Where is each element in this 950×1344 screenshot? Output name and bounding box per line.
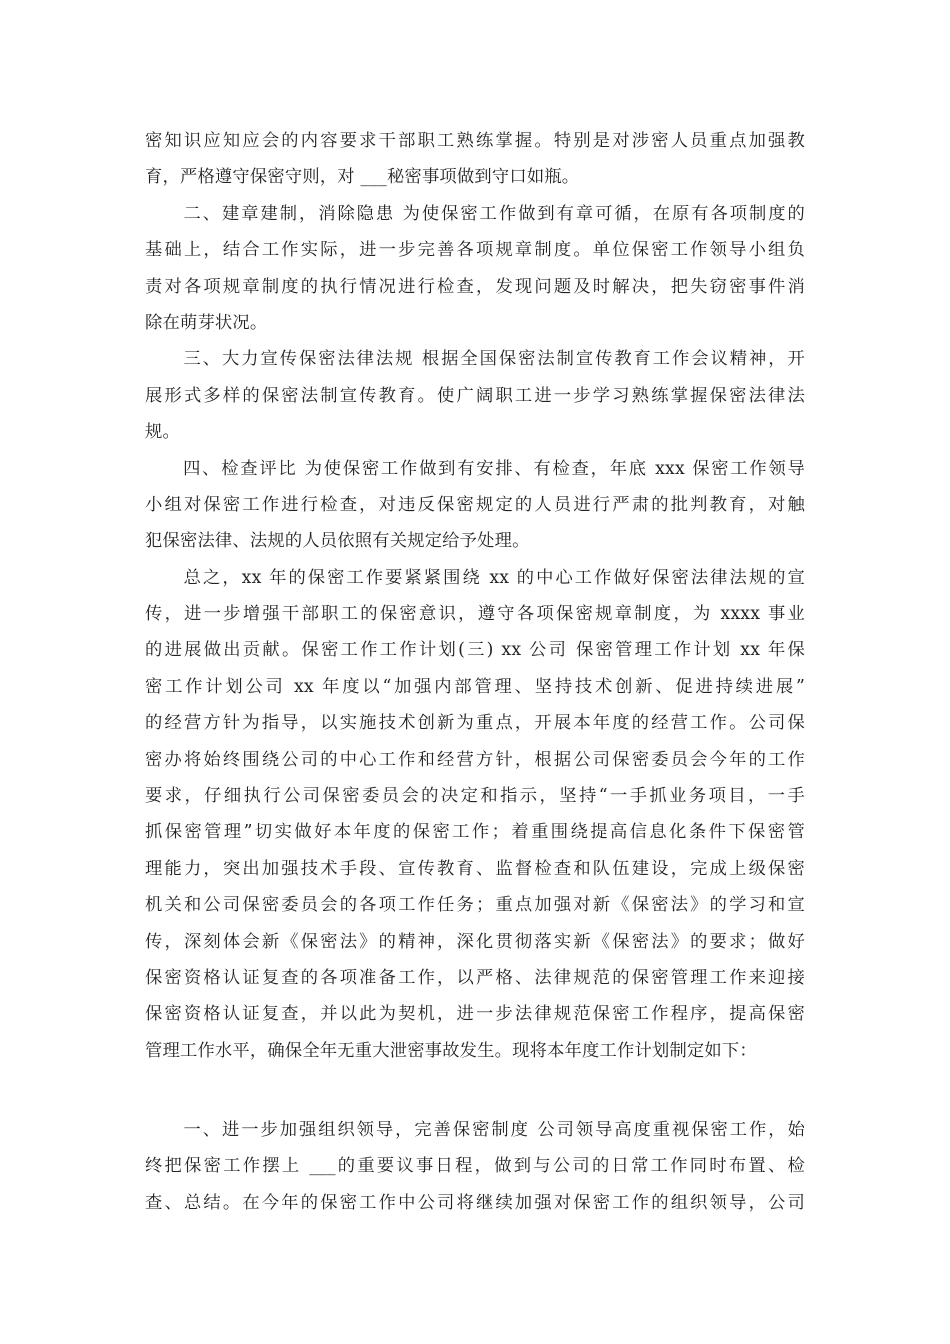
text-line: 一、进一步加强组织领导，完善保密制度 公司领导高度重视保密工作，始	[145, 1120, 805, 1140]
text-line: 小组对保密工作进行检查，对违反保密规定的人员进行严肃的批判教育，对触	[145, 494, 805, 515]
text-line: 密知识应知应会的内容要求干部职工熟练掌握。特别是对涉密人员重点加强教	[145, 131, 805, 151]
text-line: 总之，xx 年的保密工作要紧紧围绕 xx 的中心工作做好保密法律法规的宣	[145, 567, 805, 588]
text-line: 责对各项规章制度的执行情况进行检查，发现问题及时解决，把失窃密事件消	[145, 276, 805, 297]
text-line: 要求，仔细执行公司保密委员会的决定和指示，坚持“一手抓业务项目，一手	[145, 786, 805, 807]
text-line: 四、检查评比 为使保密工作做到有安排、有检查，年底 xxx 保密工作领导	[145, 458, 805, 479]
text-line: 抓保密管理”切实做好本年度的保密工作；着重围绕提高信息化条件下保密管	[145, 822, 805, 843]
text-line: 规。	[145, 422, 180, 443]
text-line: 终把保密工作摆上 ___的重要议事日程，做到与公司的日常工作同时布置、检	[145, 1156, 805, 1177]
text-line: 机关和公司保密委员会的各项工作任务；重点加强对新《保密法》的学习和宣	[145, 895, 805, 916]
text-line: 密办将始终围绕公司的中心工作和经营方针，根据公司保密委员会今年的工作	[145, 749, 805, 770]
text-line: 除在萌芽状况。	[145, 312, 268, 333]
text-line: 展形式多样的保密法制宣传教育。使广阔职工进一步学习熟练掌握保密法律法	[145, 385, 805, 406]
text-line: 保密资格认证复查的各项准备工作，以严格、法律规范的保密管理工作来迎接	[145, 967, 805, 988]
text-line: 传，深刻体会新《保密法》的精神，深化贯彻落实新《保密法》的要求；做好	[145, 931, 805, 952]
text-line: 三、大力宣传保密法律法规 根据全国保密法制宣传教育工作会议精神，开	[145, 349, 805, 370]
text-line: 理能力，突出加强技术手段、宣传教育、监督检查和队伍建设，完成上级保密	[145, 858, 805, 879]
text-line: 二、建章建制，消除隐患 为使保密工作做到有章可循，在原有各项制度的	[145, 203, 805, 224]
text-line: 犯保密法律、法规的人员依照有关规定给予处理。	[145, 531, 530, 552]
text-line: 密工作计划公司 xx 年度以“加强内部管理、坚持技术创新、促进持续进展”	[145, 676, 805, 697]
text-line: 的进展做出贡献。保密工作工作计划(三) xx 公司 保密管理工作计划 xx 年保	[145, 640, 805, 661]
text-line: 基础上，结合工作实际，进一步完善各项规章制度。单位保密工作领导小组负	[145, 240, 805, 261]
body-text-section-1	[145, 123, 805, 1069]
text-line: 保密资格认证复查，并以此为契机，进一步法律规范保密工作程序，提高保密	[145, 1004, 805, 1025]
text-line: 管理工作水平，确保全年无重大泄密事故发生。现将本年度工作计划制定如下：	[145, 1040, 757, 1061]
text-line: 的经营方针为指导，以实施技术创新为重点，开展本年度的经营工作。公司保	[145, 713, 805, 734]
text-line: 查、总结。在今年的保密工作中公司将继续加强对保密工作的组织领导，公司	[145, 1192, 805, 1213]
body-text-section-2	[145, 1112, 805, 1221]
text-line: 育，严格遵守保密守则，对 ___秘密事项做到守口如瓶。	[145, 167, 580, 188]
text-line: 传，进一步增强干部职工的保密意识，遵守各项保密规章制度，为 xxxx 事业	[145, 604, 805, 625]
